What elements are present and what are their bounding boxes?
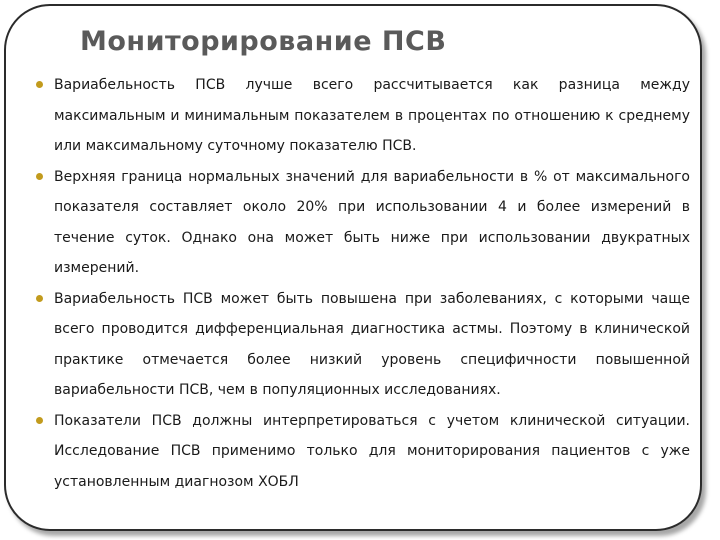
bullet-text: Верхняя граница нормальных значений для вариабельности в % от максимального показателя составляет около 20% при использовании 4 и более измерений в течение суток. Однако она может быть ниже при использовании двукратных измерений. [54, 168, 690, 276]
bullet-item [36, 284, 690, 406]
bullet-dot-icon [36, 417, 43, 424]
bullet-dot-icon [36, 295, 43, 302]
slide-title: Мониторирование ПСВ [80, 26, 447, 57]
bullet-text: Вариабельность ПСВ может быть повышена при заболеваниях, с которыми чаще всего проводится дифференциальная диагностика астмы. Поэтому в клинической практике отмечается более низкий уровень специфичности повышенной вариабельности ПСВ, чем в популяционных исследованиях. [54, 290, 690, 398]
bullet-text: Показатели ПСВ должны интерпретироваться с учетом клинической ситуации. Исследование ПСВ применимо только для мониторирования пациентов с уже установленным диагнозом ХОБЛ [54, 412, 690, 490]
bullet-list [36, 70, 690, 497]
bullet-item [36, 406, 690, 498]
bullet-dot-icon [36, 173, 43, 180]
bullet-dot-icon [36, 81, 43, 88]
bullet-item [36, 70, 690, 162]
bullet-text: Вариабельность ПСВ лучше всего рассчитывается как разница между максимальным и минимальным показателем в процентах по отношению к среднему или максимальному суточному показателю ПСВ. [54, 77, 690, 154]
bullet-item [36, 162, 690, 284]
